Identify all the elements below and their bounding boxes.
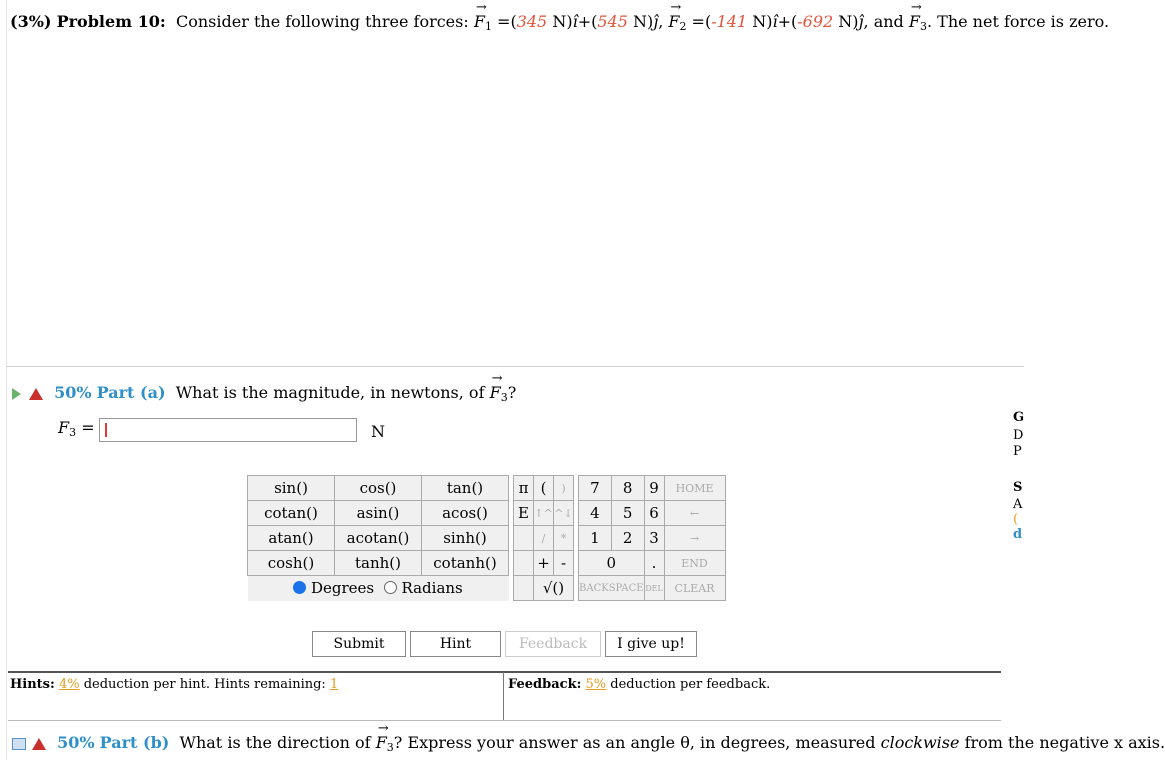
key-empty-3 [514, 576, 534, 601]
feedback-percent: 5% [585, 677, 607, 692]
problem-label: Problem 10: [56, 12, 166, 31]
key-tanh[interactable]: tanh() [335, 551, 422, 576]
key-6[interactable]: 6 [644, 501, 664, 526]
key-pi[interactable]: π [514, 476, 534, 501]
key-backspace[interactable]: BACKSPACE [579, 576, 645, 601]
unit-label: N [371, 422, 385, 441]
key-5[interactable]: 5 [611, 501, 644, 526]
collapse-icon[interactable] [12, 738, 26, 750]
radians-radio[interactable] [384, 581, 397, 594]
key-sinh[interactable]: sinh() [422, 526, 509, 551]
f1-x-value: 345 [516, 12, 548, 31]
key-acotan[interactable]: acotan() [335, 526, 422, 551]
keypad [247, 475, 726, 601]
f3-symbol: → F [908, 0, 922, 31]
warning-icon-b [32, 738, 46, 750]
divider-top [6, 366, 1024, 367]
divider-bottom [8, 720, 1001, 721]
key-up-caret[interactable]: ↑^ [534, 501, 554, 526]
key-plus[interactable]: + [534, 551, 554, 576]
side-cutoff-d2: d [1013, 527, 1023, 542]
side-cutoff-g: G [1013, 410, 1025, 425]
answer-input[interactable] [99, 418, 357, 442]
key-asin[interactable]: asin() [335, 501, 422, 526]
part-b-header: 50% Part (b) What is the direction of → $F_3$? Express your answer as an angle θ, in degrees, measured clockwise from the negative x axis. [12, 733, 1165, 754]
part-b-percent: 50% [57, 733, 95, 752]
key-3[interactable]: 3 [644, 526, 664, 551]
degrees-radio[interactable] [293, 581, 306, 594]
key-multiply[interactable]: * [554, 526, 574, 551]
key-cotanh[interactable]: cotanh() [422, 551, 509, 576]
part-b-label: Part (b) [99, 733, 170, 752]
key-acos[interactable]: acos() [422, 501, 509, 526]
key-8[interactable]: 8 [611, 476, 644, 501]
key-0[interactable]: 0 [579, 551, 645, 576]
angle-mode [248, 576, 509, 601]
hints-info: Hints: 4% deduction per hint. Hints remaining: 1 [10, 677, 339, 692]
side-cutoff-paren: ( [1013, 512, 1019, 527]
side-cutoff-a: A [1013, 497, 1023, 512]
problem-intro: Consider the following three forces: [176, 12, 469, 31]
key-minus[interactable]: - [554, 551, 574, 576]
hint-divider [503, 672, 504, 720]
hint-bar [8, 671, 1001, 673]
part-a-label: Part (a) [96, 383, 166, 402]
key-dot[interactable]: . [644, 551, 664, 576]
f1-y-value: 545 [597, 12, 628, 31]
problem-statement: (3%) Problem 10: Consider the following three forces: → $F_1 =(345$ N)î+(545 N)ĵ, → $F_2 =(-141$ N)î+(-692 N)ĵ, and → $F_3$. The net force is zero. [10, 0, 1110, 33]
part-a-question: What is the magnitude, in newtons, of [175, 383, 485, 402]
text-caret [105, 423, 107, 437]
problem-percent: (3%) [10, 12, 52, 31]
key-atan[interactable]: atan() [248, 526, 335, 551]
key-down-caret[interactable]: ^↓ [554, 501, 574, 526]
key-7[interactable]: 7 [579, 476, 612, 501]
f2-x-value: -141 [711, 12, 748, 31]
key-e[interactable]: E [514, 501, 534, 526]
part-a-header: 50% Part (a) What is the magnitude, in newtons, of → $F_3$? [12, 383, 516, 404]
key-open-paren[interactable]: ( [534, 476, 554, 501]
f3-symbol-a: → F [489, 371, 503, 402]
key-empty-1 [514, 526, 534, 551]
key-empty-2 [514, 551, 534, 576]
key-clear[interactable]: CLEAR [664, 576, 725, 601]
key-2[interactable]: 2 [611, 526, 644, 551]
key-cotan[interactable]: cotan() [248, 501, 335, 526]
feedback-info: Feedback: 5% deduction per feedback. [508, 677, 771, 692]
key-divide[interactable]: / [534, 526, 554, 551]
key-end[interactable]: END [664, 551, 725, 576]
left-border [6, 0, 7, 760]
part-a-percent: 50% [54, 383, 92, 402]
f3-symbol-b: → F [375, 721, 389, 752]
f2-y-value: -692 [797, 12, 834, 31]
key-cosh[interactable]: cosh() [248, 551, 335, 576]
key-home[interactable]: HOME [664, 476, 725, 501]
hint-button[interactable]: Hint [410, 631, 501, 657]
give-up-button[interactable]: I give up! [605, 631, 697, 657]
answer-label: $F_3$ = [58, 418, 95, 439]
f1-symbol: → F [473, 0, 487, 31]
key-sqrt[interactable]: √() [534, 576, 574, 601]
hint-percent: 4% [58, 677, 80, 692]
key-right-arrow[interactable]: → [664, 526, 725, 551]
warning-icon [29, 388, 43, 400]
key-del[interactable]: DEL [644, 576, 664, 601]
side-cutoff-s: S [1013, 480, 1023, 495]
side-cutoff-d: D [1013, 428, 1024, 443]
hints-remaining: 1 [329, 677, 339, 692]
key-tan[interactable]: tan() [422, 476, 509, 501]
f2-symbol: → F [668, 0, 682, 31]
key-close-paren[interactable]: ) [554, 476, 574, 501]
key-9[interactable]: 9 [644, 476, 664, 501]
submit-button[interactable]: Submit [312, 631, 406, 657]
key-4[interactable]: 4 [579, 501, 612, 526]
radians-label: Radians [401, 579, 463, 598]
side-cutoff-p: P [1013, 444, 1022, 459]
key-sin[interactable]: sin() [248, 476, 335, 501]
problem-outro: . The net force is zero. [926, 12, 1110, 31]
key-left-arrow[interactable]: ← [664, 501, 725, 526]
key-cos[interactable]: cos() [335, 476, 422, 501]
key-1[interactable]: 1 [579, 526, 612, 551]
degrees-label: Degrees [311, 579, 375, 598]
play-icon[interactable] [12, 388, 21, 400]
feedback-button[interactable]: Feedback [505, 631, 601, 657]
